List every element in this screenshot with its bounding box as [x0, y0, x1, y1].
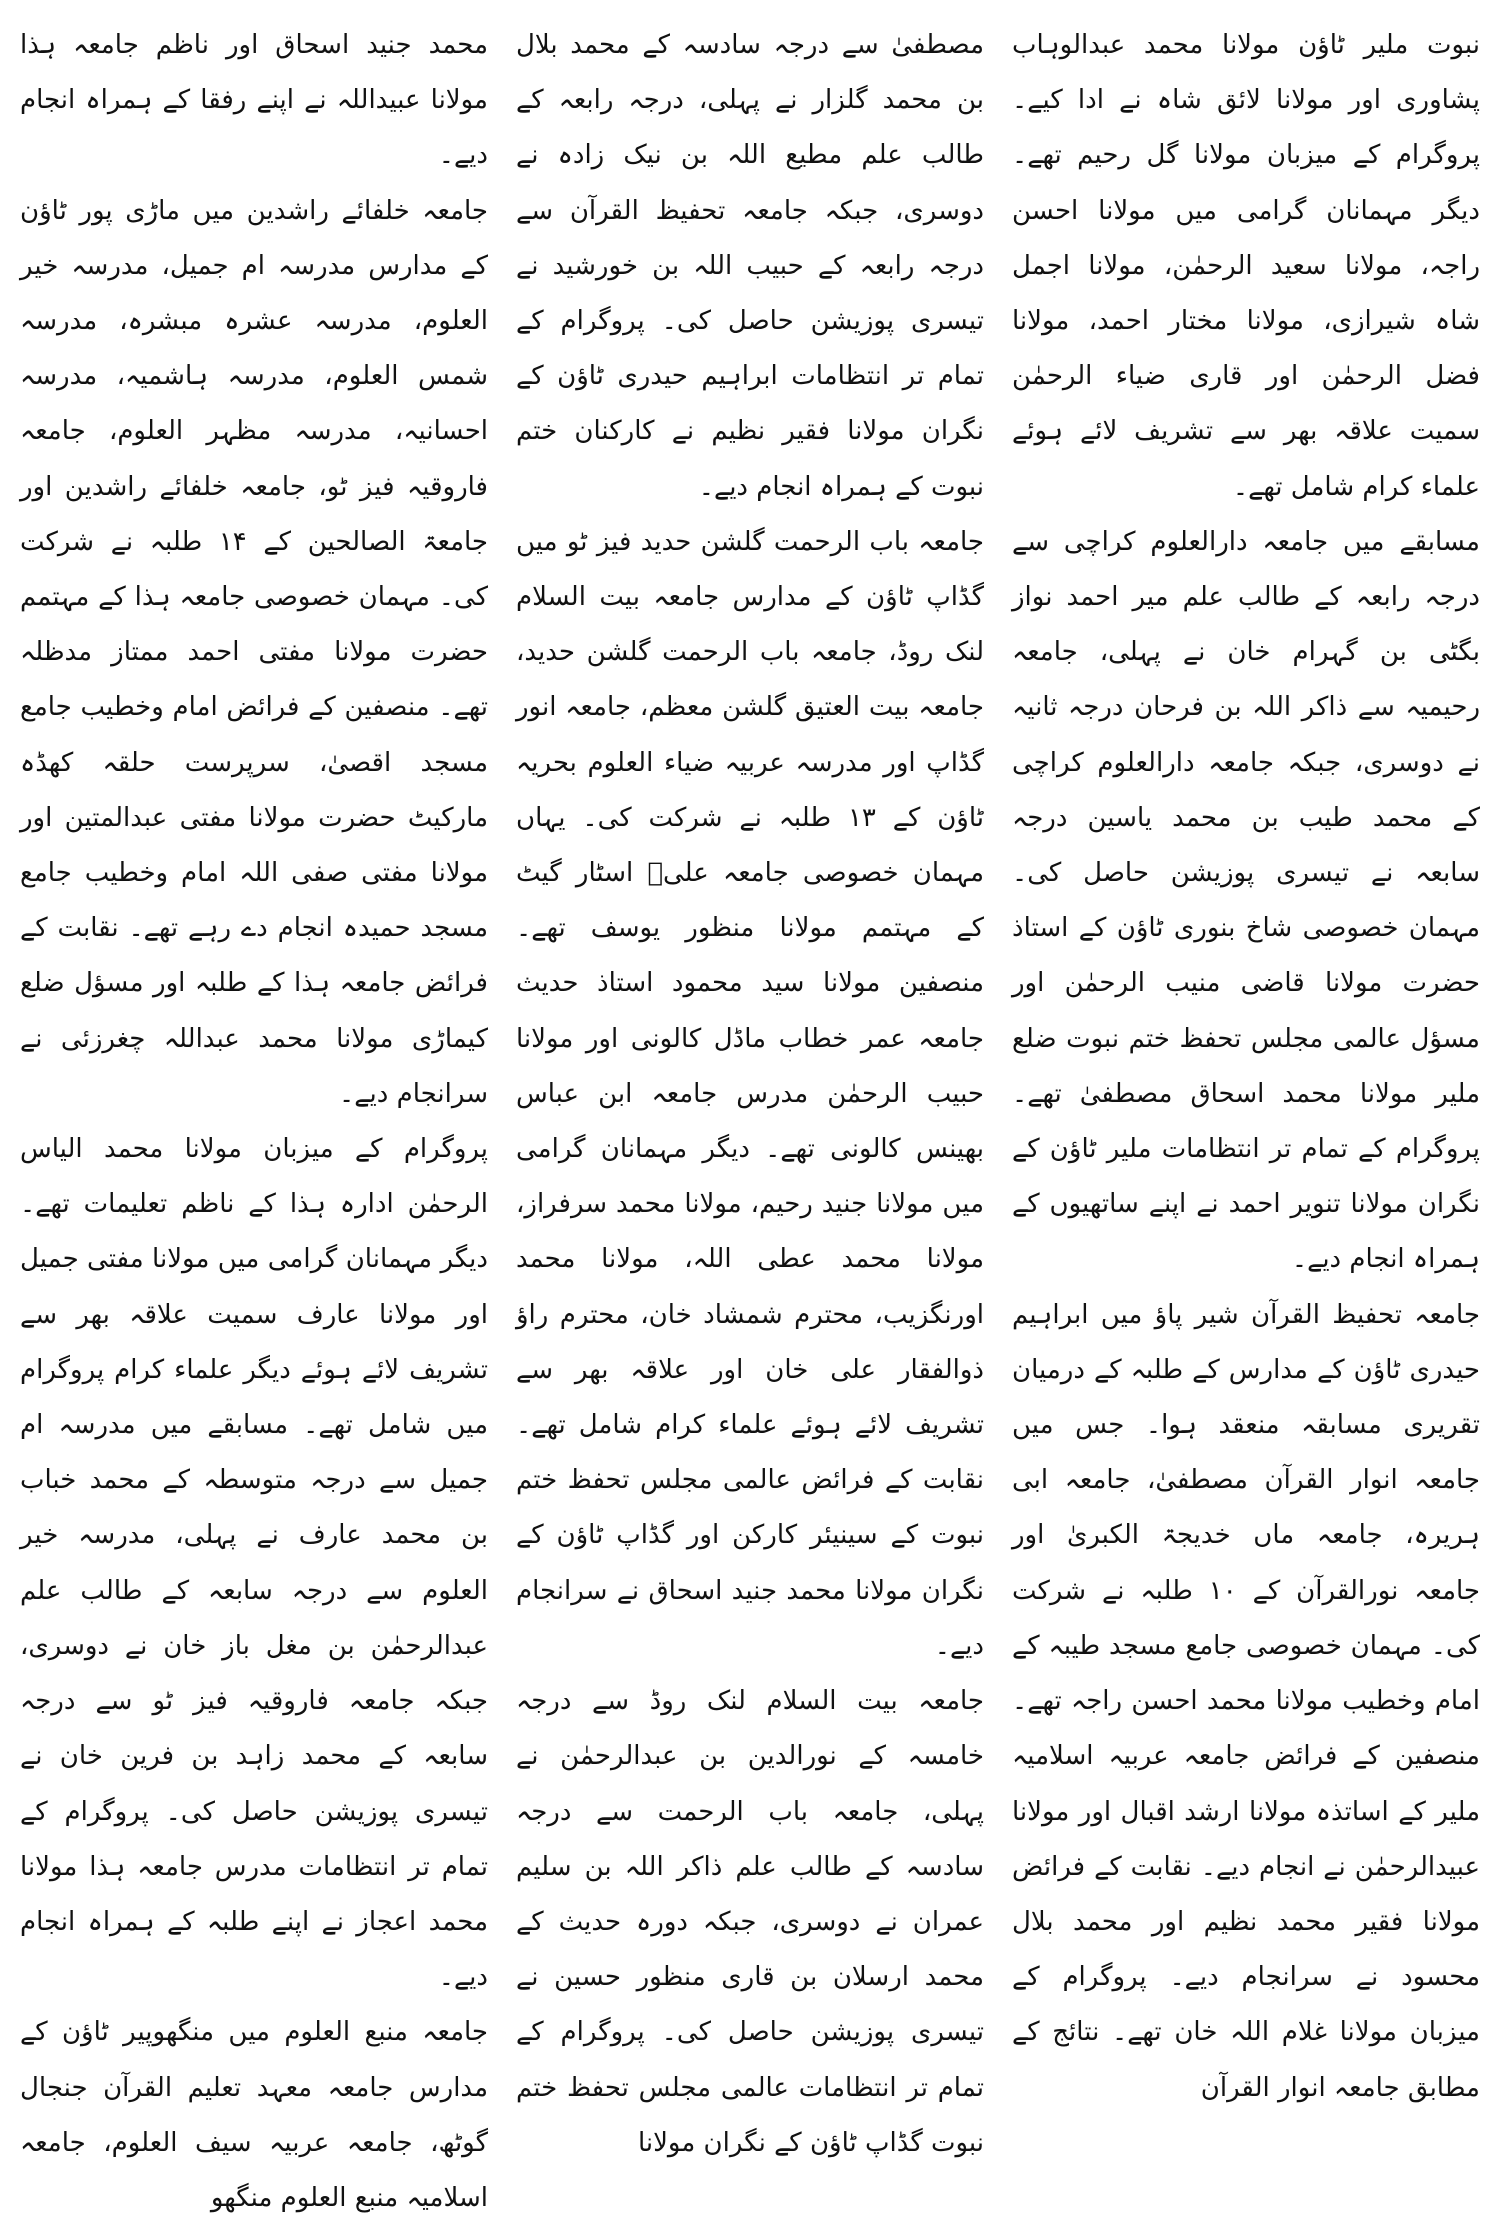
paragraph: مسابقے میں جامعہ دارالعلوم کراچی سے درجہ رابعہ کے طالب علم میر احمد نواز بگٹی بن گہرام خان نے پہلی، جامعہ رحیمیہ سے ذاکر اللہ بن فرحان درجہ ثانیہ نے دوسری، جبکہ جامعہ دارالعلوم کراچی کے محمد طیب بن محمد یاسین درجہ سابعہ نے تیسری پوزیشن حاصل کی۔ مہمان خصوصی شاخ بنوری ٹاؤن کے استاذ حضرت مولانا قاضی منیب الرحمٰن اور مسؤل عالمی مجلس تحفظ ختم نبوت ضلع ملیر مولانا محمد اسحاق مصطفیٰ تھے۔ پروگرام کے تمام تر انتظامات ملیر ٹاؤن کے نگران مولانا تنویر احمد نے اپنے ساتھیوں کے ہمراہ انجام دیے۔ [1012, 526, 1480, 1275]
paragraph: پروگرام کے میزبان مولانا محمد الیاس الرحمٰن ادارہ ہذا کے ناظم تعلیمات تھے۔ دیگر مہمانان گرامی میں مولانا مفتی جمیل اور مولانا عارف سمیت علاقہ بھر سے تشریف لائے ہوئے دیگر علماء کرام پروگرام میں شامل تھے۔ مسابقے میں مدرسہ ام جمیل سے درجہ متوسطہ کے محمد خباب بن محمد عارف نے پہلی، مدرسہ خیر العلوم سے درجہ سابعہ کے طالب علم عبدالرحمٰن بن مغل باز خان نے دوسری، جبکہ جامعہ فاروقیہ فیز ٹو سے درجہ سابعہ کے محمد زاہد بن فرین خان نے تیسری پوزیشن حاصل کی۔ پروگرام کے تمام تر انتظامات مدرس جامعہ ہذا مولانا محمد اعجاز نے اپنے طلبہ کے ہمراہ انجام دیے۔ [20, 1134, 488, 1993]
paragraph: جامعہ تحفیظ القرآن شیر پاؤ میں ابراہیم حیدری ٹاؤن کے مدارس کے طلبہ کے درمیان تقریری مسابقہ منعقد ہوا۔ جس میں جامعہ انوار القرآن مصطفیٰ، جامعہ ابی ہریرہ، جامعہ ماں خدیجۃ الکبریٰ اور جامعہ نورالقرآن کے ۱۰ طلبہ نے شرکت کی۔ مہمان خصوصی جامع مسجد طیبہ کے امام وخطیب مولانا محمد احسن راجہ تھے۔ منصفین کے فرائض جامعہ عربیہ اسلامیہ ملیر کے اساتذہ مولانا ارشد اقبال اور مولانا عبیدالرحمٰن نے انجام دیے۔ نقابت کے فرائض مولانا فقیر محمد نظیم اور محمد بلال محسود نے سرانجام دیے۔ پروگرام کے میزبان مولانا غلام اللہ خان تھے۔ نتائج کے مطابق جامعہ انوار القرآن [1012, 1299, 1480, 2103]
paragraph: مصطفیٰ سے درجہ سادسہ کے محمد بلال بن محمد گلزار نے پہلی، درجہ رابعہ کے طالب علم مطیع اللہ بن نیک زادہ نے دوسری، جبکہ جامعہ تحفیظ القرآن سے درجہ رابعہ کے حبیب اللہ بن خورشید نے تیسری پوزیشن حاصل کی۔ پروگرام کے تمام تر انتظامات ابراہیم حیدری ٹاؤن کے نگران مولانا فقیر نظیم نے کارکنان ختم نبوت کے ہمراہ انجام دیے۔ [516, 30, 984, 502]
column-left [20, 18, 488, 2213]
column-right [1012, 18, 1480, 2182]
paragraph: جامعہ باب الرحمت گلشن حدید فیز ٹو میں گڈاپ ٹاؤن کے مدارس جامعہ بیت السلام لنک روڈ، جامعہ باب الرحمت گلشن حدید، جامعہ بیت العتیق گلشن معظم، جامعہ انور گڈاپ اور مدرسہ عربیہ ضیاء العلوم بحریہ ٹاؤن کے ۱۳ طلبہ نے شرکت کی۔ یہاں مہمان خصوصی جامعہ علیؓ اسٹار گیٹ کے مہتمم مولانا منظور یوسف تھے۔ منصفین مولانا سید محمود استاذ حدیث جامعہ عمر خطاب ماڈل کالونی اور مولانا حبیب الرحمٰن مدرس جامعہ ابن عباس بھینس کالونی تھے۔ دیگر مہمانان گرامی میں مولانا جنید رحیم، مولانا محمد سرفراز، مولانا محمد عطی اللہ، مولانا محمد اورنگزیب، محترم شمشاد خان، محترم راؤ ذوالفقار علی خان اور علاقہ بھر سے تشریف لائے ہوئے علماء کرام شامل تھے۔ نقابت کے فرائض عالمی مجلس تحفظ ختم نبوت کے سینیئر کارکن اور گڈاپ ٹاؤن کے نگران مولانا محمد جنید اسحاق نے سرانجام دیے۔ [516, 526, 985, 1661]
paragraph: جامعہ بیت السلام لنک روڈ سے درجہ خامسہ کے نورالدین بن عبدالرحمٰن نے پہلی، جامعہ باب الرحمت سے درجہ سادسہ کے طالب علم ذاکر اللہ بن سلیم عمران نے دوسری، جبکہ دورہ حدیث کے محمد ارسلان بن قاری منظور حسین نے تیسری پوزیشن حاصل کی۔ پروگرام کے تمام تر انتظامات عالمی مجلس تحفظ ختم نبوت گڈاپ ٹاؤن کے نگران مولانا [516, 1686, 984, 2158]
paragraph: محمد جنید اسحاق اور ناظم جامعہ ہذا مولانا عبیداللہ نے اپنے رفقا کے ہمراہ انجام دیے۔ [20, 30, 488, 171]
paragraph: جامعہ منبع العلوم میں منگھوپیر ٹاؤن کے مدارس جامعہ معہد تعلیم القرآن جنجال گوٹھ، جامعہ عربیہ سیف العلوم، جامعہ اسلامیہ منبع العلوم منگھو [20, 2017, 488, 2213]
paragraph: جامعہ خلفائے راشدین میں ماڑی پور ٹاؤن کے مدارس مدرسہ ام جمیل، مدرسہ خیر العلوم، مدرسہ عشرہ مبشرہ، مدرسہ شمس العلوم، مدرسہ ہاشمیہ، مدرسہ احسانیہ، مدرسہ مظہر العلوم، جامعہ فاروقیہ فیز ٹو، جامعہ خلفائے راشدین اور جامعۃ الصالحین کے ۱۴ طلبہ نے شرکت کی۔ مہمان خصوصی جامعہ ہذا کے مہتمم حضرت مولانا مفتی احمد ممتاز مدظلہ تھے۔ منصفین کے فرائض امام وخطیب جامع مسجد اقصیٰ، سرپرست حلقہ کھڈہ مارکیٹ حضرت مولانا مفتی عبدالمتین اور مولانا مفتی صفی اللہ امام وخطیب جامع مسجد حمیدہ انجام دے رہے تھے۔ نقابت کے فرائض جامعہ ہذا کے طلبہ اور مسؤل ضلع کیماڑی مولانا محمد عبداللہ چغرزئی نے سرانجام دیے۔ [20, 195, 488, 1109]
newspaper-page [20, 18, 1480, 2213]
column-middle [516, 18, 984, 2182]
paragraph: نبوت ملیر ٹاؤن مولانا محمد عبدالوہاب پشاوری اور مولانا لائق شاہ نے ادا کیے۔ پروگرام کے میزبان مولانا گل رحیم تھے۔ دیگر مہمانان گرامی میں مولانا احسن راجہ، مولانا سعید الرحمٰن، مولانا اجمل شاہ شیرازی، مولانا مختار احمد، مولانا فضل الرحمٰن اور قاری ضیاء الرحمٰن سمیت علاقہ بھر سے تشریف لائے ہوئے علماء کرام شامل تھے۔ [1012, 30, 1480, 502]
